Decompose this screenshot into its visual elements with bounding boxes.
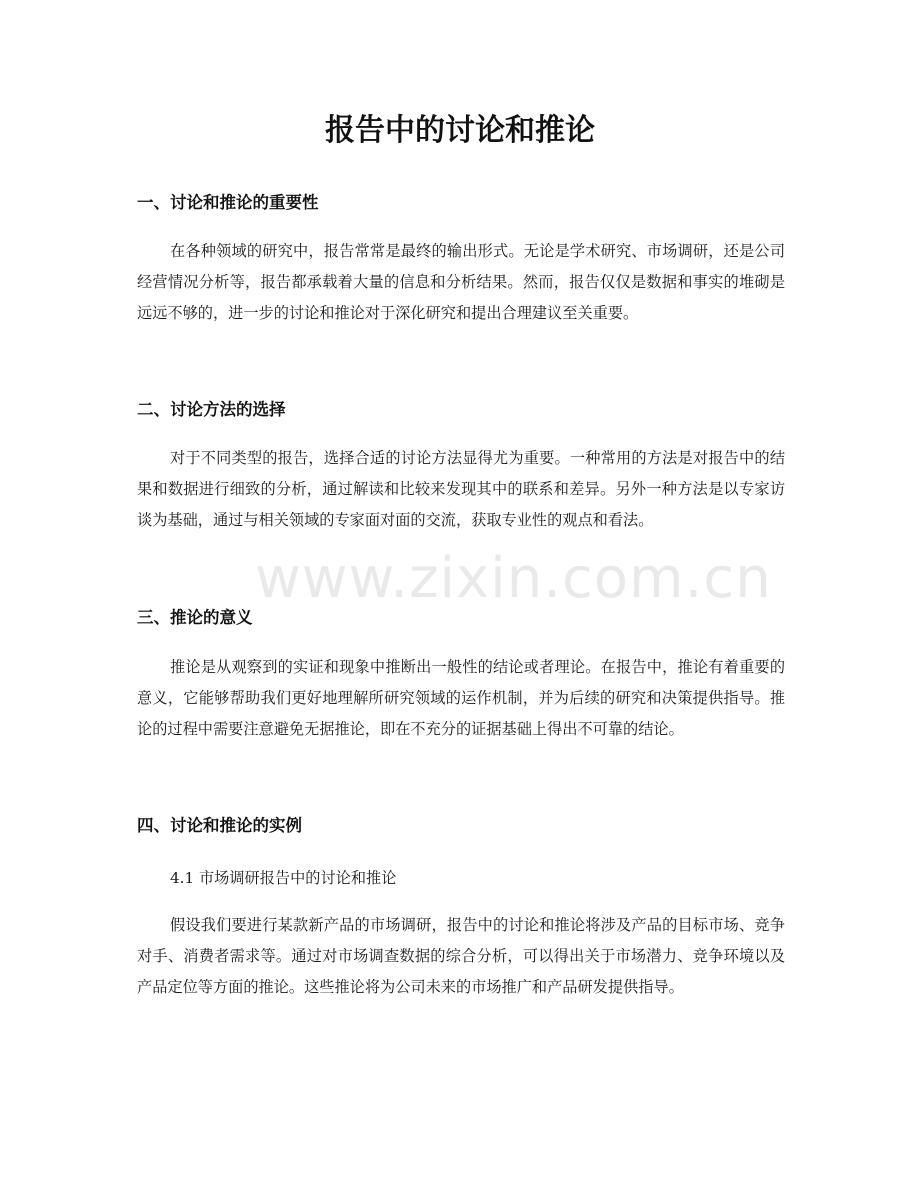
watermark-text: www.zixin.com.cn bbox=[255, 546, 772, 611]
section-paragraph-1: 在各种领域的研究中，报告常常是最终的输出形式。无论是学术研究、市场调研，还是公司经营情况分析等，报告都承载着大量的信息和分析结果。然而，报告仅仅是数据和事实的堆砌是远远不够的，进一步的讨论和推论对于深化研究和提出合理建议至关重要。 bbox=[137, 242, 785, 322]
section-heading-1: 一、讨论和推论的重要性 bbox=[137, 193, 319, 212]
section-paragraph-4: 假设我们要进行某款新产品的市场调研，报告中的讨论和推论将涉及产品的目标市场、竞争对手、消费者需求等。通过对市场调查数据的综合分析，可以得出关于市场潜力、竞争环境以及产品定位等方面的推论。这些推论将为公司未来的市场推广和产品研发提供指导。 bbox=[137, 916, 785, 996]
section-heading-3: 三、推论的意义 bbox=[137, 608, 253, 627]
section-heading-4: 四、讨论和推论的实例 bbox=[137, 816, 302, 835]
section-paragraph-2: 对于不同类型的报告，选择合适的讨论方法显得尤为重要。一种常用的方法是对报告中的结果和数据进行细致的分析，通过解读和比较来发现其中的联系和差异。另外一种方法是以专家访谈为基础，通过与相关领域的专家面对面的交流，获取专业性的观点和看法。 bbox=[137, 449, 785, 529]
section-heading-2: 二、讨论方法的选择 bbox=[137, 400, 286, 419]
document-title: 报告中的讨论和推论 bbox=[325, 113, 595, 148]
section-subheading-4-1: 4.1 市场调研报告中的讨论和推论 bbox=[170, 869, 397, 887]
section-paragraph-3: 推论是从观察到的实证和现象中推断出一般性的结论或者理论。在报告中，推论有着重要的意义，它能够帮助我们更好地理解所研究领域的运作机制，并为后续的研究和决策提供指导。推论的过程中需要注意避免无据推论，即在不充分的证据基础上得出不可靠的结论。 bbox=[137, 658, 785, 738]
